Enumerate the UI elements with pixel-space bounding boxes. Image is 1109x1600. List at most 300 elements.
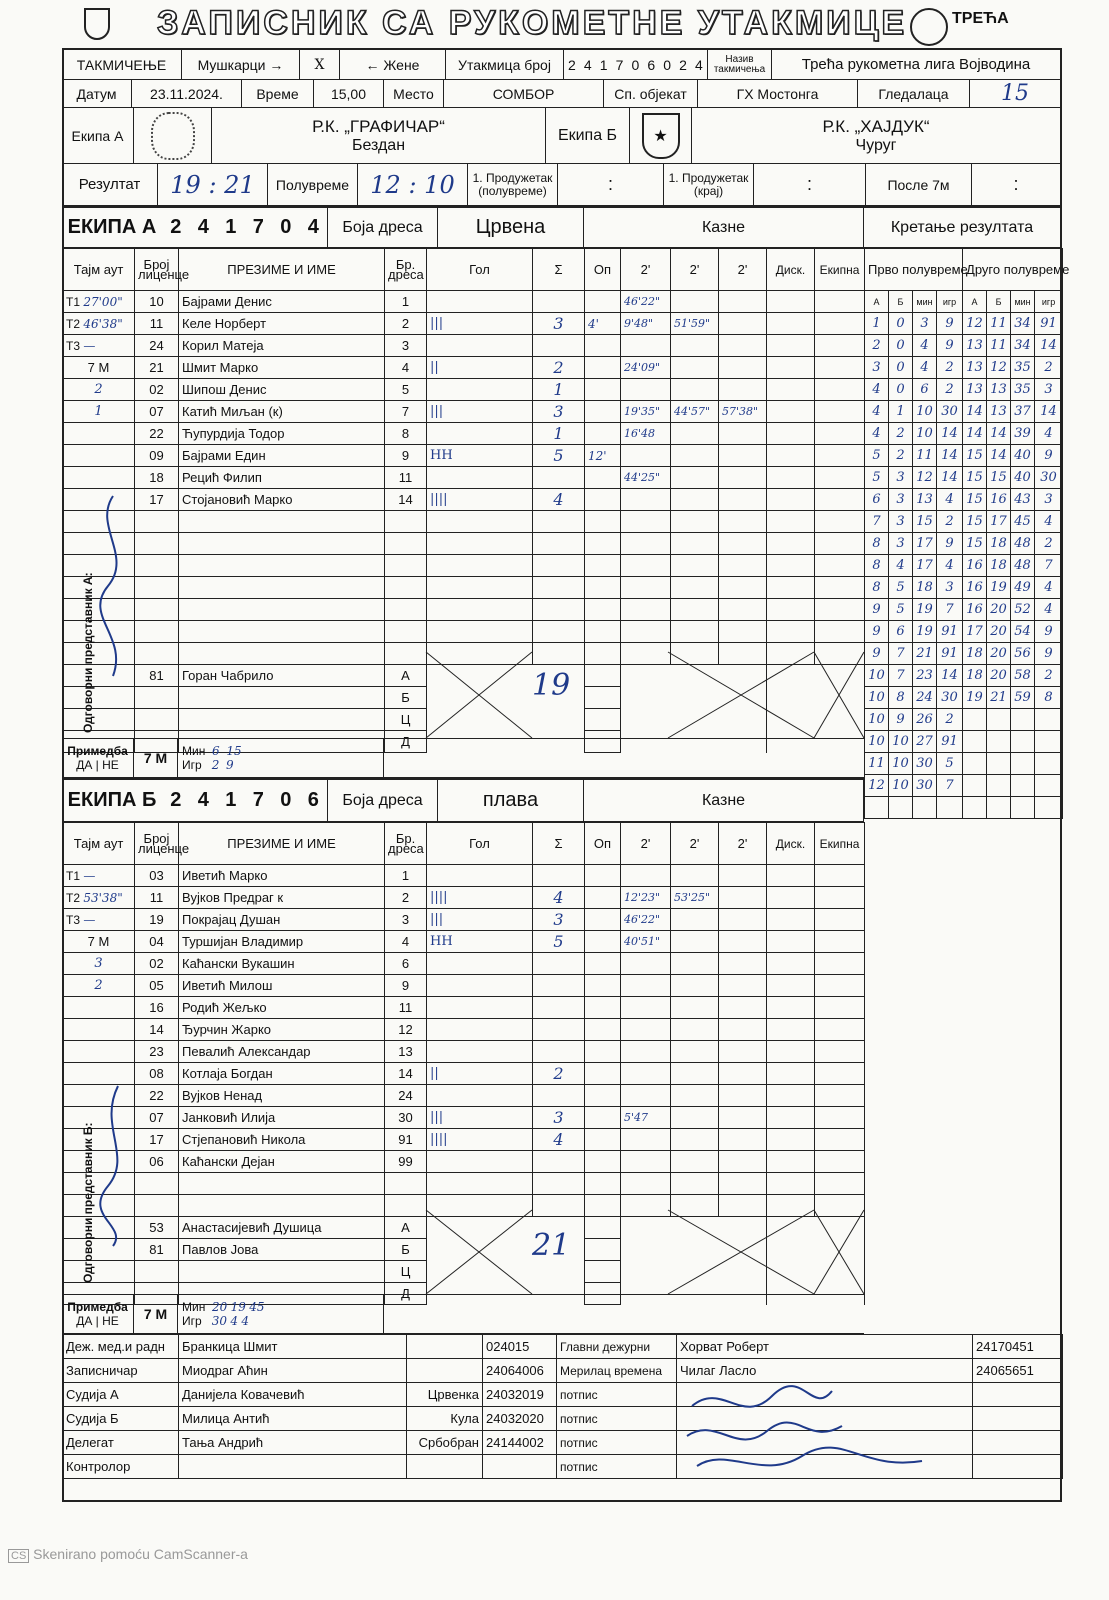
- score-progress-cell: 0: [889, 335, 913, 357]
- score-progress-subheader: игр: [937, 291, 963, 313]
- score-progress-cell: 0: [889, 379, 913, 401]
- player-name: Каћански Вукашин: [179, 953, 385, 975]
- score-progress-cell: 30: [937, 401, 963, 423]
- score-progress-cell: 8: [865, 533, 889, 555]
- team-a-7m-label: 7 M: [134, 739, 178, 777]
- suspension-1: 9'48": [621, 313, 671, 335]
- score-progress-cell: 40: [1011, 445, 1035, 467]
- ot2-label: 1. Продужетак (крај): [664, 164, 754, 205]
- team-a-team-penalty-header: Екипна: [815, 249, 865, 291]
- team-b-2min-header-2: 2': [671, 823, 719, 865]
- competition-label: ТАКМИЧЕЊЕ: [62, 50, 182, 79]
- score-progress-cell: 15: [913, 511, 937, 533]
- suspension-3: 57'38": [719, 401, 767, 423]
- score-progress-cell: 11: [987, 313, 1011, 335]
- score-progress-cell: 6: [913, 379, 937, 401]
- official-licence: 53: [135, 1217, 179, 1239]
- staff-duty-code: 24065651: [973, 1359, 1063, 1383]
- score-progress-cell: 9: [1035, 621, 1063, 643]
- men-mark: X: [300, 50, 340, 79]
- score-progress-subheader: мин: [1011, 291, 1035, 313]
- score-progress-cell: 3: [913, 313, 937, 335]
- official-role: Б: [385, 687, 427, 709]
- score-progress-cell: 34: [1011, 335, 1035, 357]
- goal-tally: ||||: [427, 489, 533, 511]
- licence-number: 04: [135, 931, 179, 953]
- jersey-number: 14: [385, 1063, 427, 1085]
- score-progress-cell: 7: [937, 775, 963, 797]
- team-b-name: Р.К. „ХАЈДУК“: [822, 116, 930, 136]
- score-progress-cell: 30: [937, 687, 963, 709]
- team-b-7m-label: 7 M: [134, 1295, 178, 1333]
- score-progress-cell: 8: [1035, 687, 1063, 709]
- licence-number: 07: [135, 1107, 179, 1129]
- date-value: 23.11.2024.: [132, 80, 242, 107]
- score-progress-cell: 6: [889, 621, 913, 643]
- staff-duty-code: 24170451: [973, 1335, 1063, 1359]
- goal-sum: 4: [533, 489, 585, 511]
- timeout-cell: T1 27'00": [63, 291, 135, 313]
- score-progress-cell: 59: [1011, 687, 1035, 709]
- player-name: Родић Жељко: [179, 997, 385, 1019]
- staff-name: Тања Андрић: [179, 1431, 407, 1455]
- score-progress-cell: 9: [1035, 643, 1063, 665]
- player-name: Шипош Денис: [179, 379, 385, 401]
- team-a-rep-label: Одговорни представник А:: [81, 572, 95, 733]
- score-progress-cell: 9: [937, 313, 963, 335]
- licence-number: 05: [135, 975, 179, 997]
- team-a-name: Р.К. „ГРАФИЧАР“: [312, 116, 445, 136]
- team-a-name-header: ПРЕЗИМЕ И ИМЕ: [179, 249, 385, 291]
- score-progress-cell: 2: [1035, 665, 1063, 687]
- staff-code: 24032019: [483, 1383, 557, 1407]
- score-progress-cell: 20: [987, 643, 1011, 665]
- timeout-cell: T3 —: [63, 909, 135, 931]
- score-progress-cell: 17: [987, 511, 1011, 533]
- score-progress-cell: 8: [865, 577, 889, 599]
- score-progress-cell: 4: [1035, 577, 1063, 599]
- goal-sum: 3: [533, 401, 585, 423]
- score-progress-cell: 30: [913, 753, 937, 775]
- score-progress-cell: 12: [987, 357, 1011, 379]
- jersey-number: 9: [385, 445, 427, 467]
- score-progress-cell: 14: [963, 423, 987, 445]
- team-a-code: 2 4 1 7 0 4: [162, 208, 328, 247]
- match-number-label: Утакмица број: [446, 50, 564, 79]
- score-progress-cell: 17: [913, 555, 937, 577]
- jersey-number: 11: [385, 467, 427, 489]
- score-progress-cell: 26: [913, 709, 937, 731]
- suspension-1: 19'35": [621, 401, 671, 423]
- score-progress-cell: 16: [963, 599, 987, 621]
- score-progress-cell: 18: [963, 665, 987, 687]
- official-role: Ц: [385, 709, 427, 731]
- first-half-label: Прво полувреме: [865, 249, 963, 291]
- suspension-2: 44'57": [671, 401, 719, 423]
- team-a-total-goals: 19: [532, 668, 571, 703]
- match-number: 2 4 1 7 0 6 0 2 4: [564, 50, 708, 79]
- score-progress-cell: 12: [913, 467, 937, 489]
- document-title: ЗАПИСНИК СА РУКОМЕТНЕ УТАКМИЦЕ: [157, 4, 908, 42]
- score-progress-cell: 2: [937, 357, 963, 379]
- score-progress-cell: 7: [889, 643, 913, 665]
- staff-city: Црвенка: [407, 1383, 483, 1407]
- competition-name: Трећа рукометна лига Војводина: [772, 50, 1062, 79]
- team-a-sum-header: Σ: [533, 249, 585, 291]
- score-progress-cell: 7: [889, 665, 913, 687]
- score-progress-cell: 15: [963, 445, 987, 467]
- score-progress-cell: 9: [937, 533, 963, 555]
- score-progress-cell: 13: [987, 379, 1011, 401]
- goal-sum: 2: [533, 357, 585, 379]
- goal-sum: 5: [533, 445, 585, 467]
- score-progress-cell: 19: [987, 577, 1011, 599]
- team-b-jersey-label: Боја дреса: [328, 780, 438, 821]
- player-name: Ћупурдија Тодор: [179, 423, 385, 445]
- score-progress-subheader: Б: [889, 291, 913, 313]
- licence-number: 07: [135, 401, 179, 423]
- score-progress-cell: 13: [963, 379, 987, 401]
- score-progress-cell: 12: [865, 775, 889, 797]
- team-b-label: Екипа Б: [546, 108, 630, 163]
- score-progress-cell: 56: [1011, 643, 1035, 665]
- score-progress-cell: 20: [987, 599, 1011, 621]
- suspension-1: 24'09": [621, 357, 671, 379]
- match-report-sheet: [62, 4, 1070, 1506]
- licence-number: 21: [135, 357, 179, 379]
- goal-sum: 1: [533, 379, 585, 401]
- score-progress-cell: 8: [865, 555, 889, 577]
- team-a-2min-header-2: 2': [671, 249, 719, 291]
- score-progress-cell: 9: [865, 643, 889, 665]
- venue-value: ГХ Мостонга: [698, 80, 858, 107]
- suspension-1: 5'47: [621, 1107, 671, 1129]
- licence-number: 19: [135, 909, 179, 931]
- official-name: Горан Чабрило: [179, 665, 385, 687]
- ot1-value: :: [558, 164, 664, 205]
- score-progress-cell: 40: [1011, 467, 1035, 489]
- team-a-header-label: ЕКИПА А: [67, 216, 157, 238]
- score-progress-cell: 4: [1035, 599, 1063, 621]
- goal-tally: HH: [427, 931, 533, 953]
- jersey-number: 12: [385, 1019, 427, 1041]
- staff-duty-name: Чилаг Ласло: [677, 1359, 973, 1383]
- venue-label: Сп. објекат: [604, 80, 698, 107]
- staff-duty-label: потпис: [557, 1383, 677, 1407]
- camscanner-icon: CS: [8, 1549, 29, 1563]
- second-half-label: Друго полувреме: [963, 249, 1063, 291]
- score-progress-cell: 1: [865, 313, 889, 335]
- jersey-number: 1: [385, 865, 427, 887]
- player-name: Иветић Милош: [179, 975, 385, 997]
- score-progress-cell: 14: [963, 401, 987, 423]
- staff-role-label: Контролор: [63, 1455, 179, 1479]
- score-progress-cell: 7: [1035, 555, 1063, 577]
- player-name: Катић Миљан (к): [179, 401, 385, 423]
- team-a-penalties-label: Казне: [584, 208, 864, 247]
- goal-tally: |||: [427, 1107, 533, 1129]
- team-b-penalties-label: Казне: [584, 780, 864, 821]
- team-a-jersey-label: Боја дреса: [328, 208, 438, 247]
- score-progress-cell: 3: [889, 489, 913, 511]
- licence-number: 16: [135, 997, 179, 1019]
- score-progress-subheader: Б: [987, 291, 1011, 313]
- jersey-number: 2: [385, 887, 427, 909]
- team-b-total-goals: 21: [532, 1228, 571, 1263]
- licence-number: 02: [135, 379, 179, 401]
- staff-duty-label: Мерилац времена: [557, 1359, 677, 1383]
- suspension-1: 40'51": [621, 931, 671, 953]
- staff-code: 24064006: [483, 1359, 557, 1383]
- goal-sum: 3: [533, 909, 585, 931]
- score-progress-cell: 15: [963, 489, 987, 511]
- jersey-number: 6: [385, 953, 427, 975]
- jersey-number: 24: [385, 1085, 427, 1107]
- team-a-note-label: Примедба ДА | НЕ: [62, 739, 134, 777]
- staff-role-label: Деж. мед.и радн: [63, 1335, 179, 1359]
- team-b-min-igr: Мин 20 19 45 Игр 30 4 4: [178, 1295, 384, 1333]
- team-b-rep-label: Одговорни представник Б:: [81, 1122, 95, 1283]
- score-progress-cell: 5: [865, 445, 889, 467]
- staff-role-label: Судија Б: [63, 1407, 179, 1431]
- score-progress-cell: 4: [1035, 511, 1063, 533]
- jersey-number: 11: [385, 997, 427, 1019]
- jersey-number: 4: [385, 357, 427, 379]
- goal-sum: 3: [533, 1107, 585, 1129]
- score-progress-cell: 7: [865, 511, 889, 533]
- team-b-note-label: Примедба ДА | НЕ: [62, 1295, 134, 1333]
- score-progress-cell: 4: [937, 555, 963, 577]
- score-progress-cell: 2: [889, 445, 913, 467]
- staff-city: Србобран: [407, 1431, 483, 1455]
- goal-sum: 4: [533, 887, 585, 909]
- staff-name: Данијела Ковачевић: [179, 1383, 407, 1407]
- score-progress-cell: 4: [865, 379, 889, 401]
- score-progress-cell: 10: [889, 731, 913, 753]
- official-role: Ц: [385, 1261, 427, 1283]
- goal-tally: ||||: [427, 887, 533, 909]
- score-progress-cell: 9: [865, 621, 889, 643]
- staff-role-label: Делегат: [63, 1431, 179, 1455]
- score-progress-cell: 20: [987, 665, 1011, 687]
- staff-city: Кула: [407, 1407, 483, 1431]
- licence-number: 09: [135, 445, 179, 467]
- suspension-1: 46'22": [621, 909, 671, 931]
- score-progress-cell: 7: [937, 599, 963, 621]
- score-progress-cell: 91: [937, 643, 963, 665]
- score-progress-cell: 18: [963, 643, 987, 665]
- licence-number: 24: [135, 335, 179, 357]
- score-progress-cell: 13: [963, 357, 987, 379]
- score-progress-cell: 11: [987, 335, 1011, 357]
- goal-tally: HH: [427, 445, 533, 467]
- score-progress-cell: 27: [913, 731, 937, 753]
- score-progress-cell: 91: [1035, 313, 1063, 335]
- team-b-licence-header: Број лиценце: [135, 823, 179, 865]
- team-b-header-label: ЕКИПА Б: [67, 789, 157, 811]
- score-progress-cell: 10: [889, 753, 913, 775]
- federation-logo: [84, 8, 110, 40]
- player-name: Каћански Дејан: [179, 1151, 385, 1173]
- team-a-min-igr: Мин 6 15 Игр 2 9: [178, 739, 384, 777]
- score-progress-cell: 45: [1011, 511, 1035, 533]
- score-progress-cell: 9: [937, 335, 963, 357]
- licence-number: 02: [135, 953, 179, 975]
- team-a-licence-header: Број лиценце: [135, 249, 179, 291]
- time-label: Време: [242, 80, 314, 107]
- time-value: 15,00: [314, 80, 384, 107]
- men-label: Мушкарци →: [182, 50, 300, 79]
- score-progress-cell: 23: [913, 665, 937, 687]
- suspension-2: 51'59": [671, 313, 719, 335]
- score-progress-cell: 34: [1011, 313, 1035, 335]
- score-progress-subheader: A: [865, 291, 889, 313]
- score-progress-cell: 14: [937, 423, 963, 445]
- licence-number: 17: [135, 489, 179, 511]
- staff-duty-label: Главни дежурни: [557, 1335, 677, 1359]
- goal-sum: 1: [533, 423, 585, 445]
- jersey-number: 3: [385, 909, 427, 931]
- score-progress-cell: 58: [1011, 665, 1035, 687]
- official-role: A: [385, 665, 427, 687]
- player-name: Бајрами Един: [179, 445, 385, 467]
- timeout-cell: T2 46'38": [63, 313, 135, 335]
- official-role: A: [385, 1217, 427, 1239]
- staff-code: 24032020: [483, 1407, 557, 1431]
- score-progress-cell: 13: [963, 335, 987, 357]
- score-progress-cell: 4: [889, 555, 913, 577]
- player-name: Покрајац Душан: [179, 909, 385, 931]
- team-a-2min-header-1: 2': [621, 249, 671, 291]
- sheet-frame: [62, 48, 1062, 1502]
- score-progress-cell: 2: [865, 335, 889, 357]
- staff-code: 24144002: [483, 1431, 557, 1455]
- player-name: Котлаја Богдан: [179, 1063, 385, 1085]
- player-name: Стјепановић Никола: [179, 1129, 385, 1151]
- player-name: Туршијан Владимир: [179, 931, 385, 953]
- score-progress-cell: 18: [913, 577, 937, 599]
- score-progress-cell: 43: [1011, 489, 1035, 511]
- timeout-cell: T1 —: [63, 865, 135, 887]
- jersey-number: 14: [385, 489, 427, 511]
- score-progress-cell: 4: [1035, 423, 1063, 445]
- jersey-number: 4: [385, 931, 427, 953]
- score-progress-cell: 3: [889, 511, 913, 533]
- team-a-label: Екипа А: [62, 108, 134, 163]
- score-progress-cell: 16: [963, 577, 987, 599]
- score-progress-subheader: A: [963, 291, 987, 313]
- score-progress-cell: 2: [1035, 357, 1063, 379]
- goal-sum: 3: [533, 313, 585, 335]
- suspension-1: 44'25": [621, 467, 671, 489]
- score-progress-cell: 10: [865, 665, 889, 687]
- licence-number: 08: [135, 1063, 179, 1085]
- jersey-number: 2: [385, 313, 427, 335]
- jersey-number: 3: [385, 335, 427, 357]
- staff-code: 024015: [483, 1335, 557, 1359]
- player-name: Вујков Предраг к: [179, 887, 385, 909]
- team-a-2min-header-3: 2': [719, 249, 767, 291]
- goal-tally: |||: [427, 401, 533, 423]
- seven-m-value: 3: [63, 953, 135, 975]
- score-progress-cell: 48: [1011, 533, 1035, 555]
- score-progress-cell: 5: [937, 753, 963, 775]
- score-progress-cell: 8: [889, 687, 913, 709]
- team-b-2min-header-3: 2': [719, 823, 767, 865]
- score-progress-cell: 9: [865, 599, 889, 621]
- timeout-cell: T3 —: [63, 335, 135, 357]
- team-a-jersey: Црвена: [438, 208, 584, 247]
- score-progress-cell: 54: [1011, 621, 1035, 643]
- score-progress-cell: 3: [1035, 379, 1063, 401]
- official-name: Павлов Јова: [179, 1239, 385, 1261]
- jersey-number: 1: [385, 291, 427, 313]
- score-progress-cell: 11: [865, 753, 889, 775]
- score-progress-cell: 2: [937, 709, 963, 731]
- team-b-name-header: ПРЕЗИМЕ И ИМЕ: [179, 823, 385, 865]
- score-progress-cell: 15: [963, 533, 987, 555]
- score-progress-cell: 39: [1011, 423, 1035, 445]
- official-licence: 81: [135, 1239, 179, 1261]
- score-progress-cell: 2: [1035, 533, 1063, 555]
- player-name: Вујков Ненад: [179, 1085, 385, 1107]
- suspension-1: 46'22": [621, 291, 671, 313]
- licence-number: 03: [135, 865, 179, 887]
- score-progress-cell: 48: [1011, 555, 1035, 577]
- team-b-code: 2 4 1 7 0 6: [162, 780, 328, 821]
- licence-number: 11: [135, 313, 179, 335]
- score-progress-cell: 5: [865, 467, 889, 489]
- score-progress-cell: 21: [913, 643, 937, 665]
- goal-tally: |||: [427, 313, 533, 335]
- score-progress-cell: 5: [889, 599, 913, 621]
- staff-name: Милица Антић: [179, 1407, 407, 1431]
- jersey-number: 8: [385, 423, 427, 445]
- official-role: Б: [385, 1239, 427, 1261]
- player-name: Корил Матеја: [179, 335, 385, 357]
- licence-number: 17: [135, 1129, 179, 1151]
- timeout-cell: T2 53'38": [63, 887, 135, 909]
- licence-number: 06: [135, 1151, 179, 1173]
- team-b-disq-header: Диск.: [767, 823, 815, 865]
- score-progress-cell: 18: [987, 533, 1011, 555]
- team-b-2min-header-1: 2': [621, 823, 671, 865]
- score-progress-cell: 14: [1035, 335, 1063, 357]
- score-progress-cell: 0: [889, 313, 913, 335]
- score-progress-cell: 10: [865, 687, 889, 709]
- score-progress-cell: 10: [913, 401, 937, 423]
- seven-m-label: 7 M: [63, 357, 135, 379]
- goal-sum: 5: [533, 931, 585, 953]
- goal-tally: ||||: [427, 1129, 533, 1151]
- place-value: СОМБОР: [444, 80, 604, 107]
- player-name: Певалић Александар: [179, 1041, 385, 1063]
- staff-role-label: Записничар: [63, 1359, 179, 1383]
- suspension-1: 16'48: [621, 423, 671, 445]
- seven-m-value: 2: [63, 379, 135, 401]
- staff-duty-label: потпис: [557, 1431, 677, 1455]
- score-progress-cell: 4: [913, 335, 937, 357]
- after-7m-label: После 7м: [866, 164, 972, 205]
- licence-number: 10: [135, 291, 179, 313]
- jersey-number: 7: [385, 401, 427, 423]
- goal-sum: 2: [533, 1063, 585, 1085]
- spectators-value: 15: [970, 80, 1062, 107]
- official-licence: 81: [135, 665, 179, 687]
- score-progress-cell: 3: [865, 357, 889, 379]
- team-b-timeout-header: Тајм аут: [63, 823, 135, 865]
- score-progress-cell: 3: [889, 467, 913, 489]
